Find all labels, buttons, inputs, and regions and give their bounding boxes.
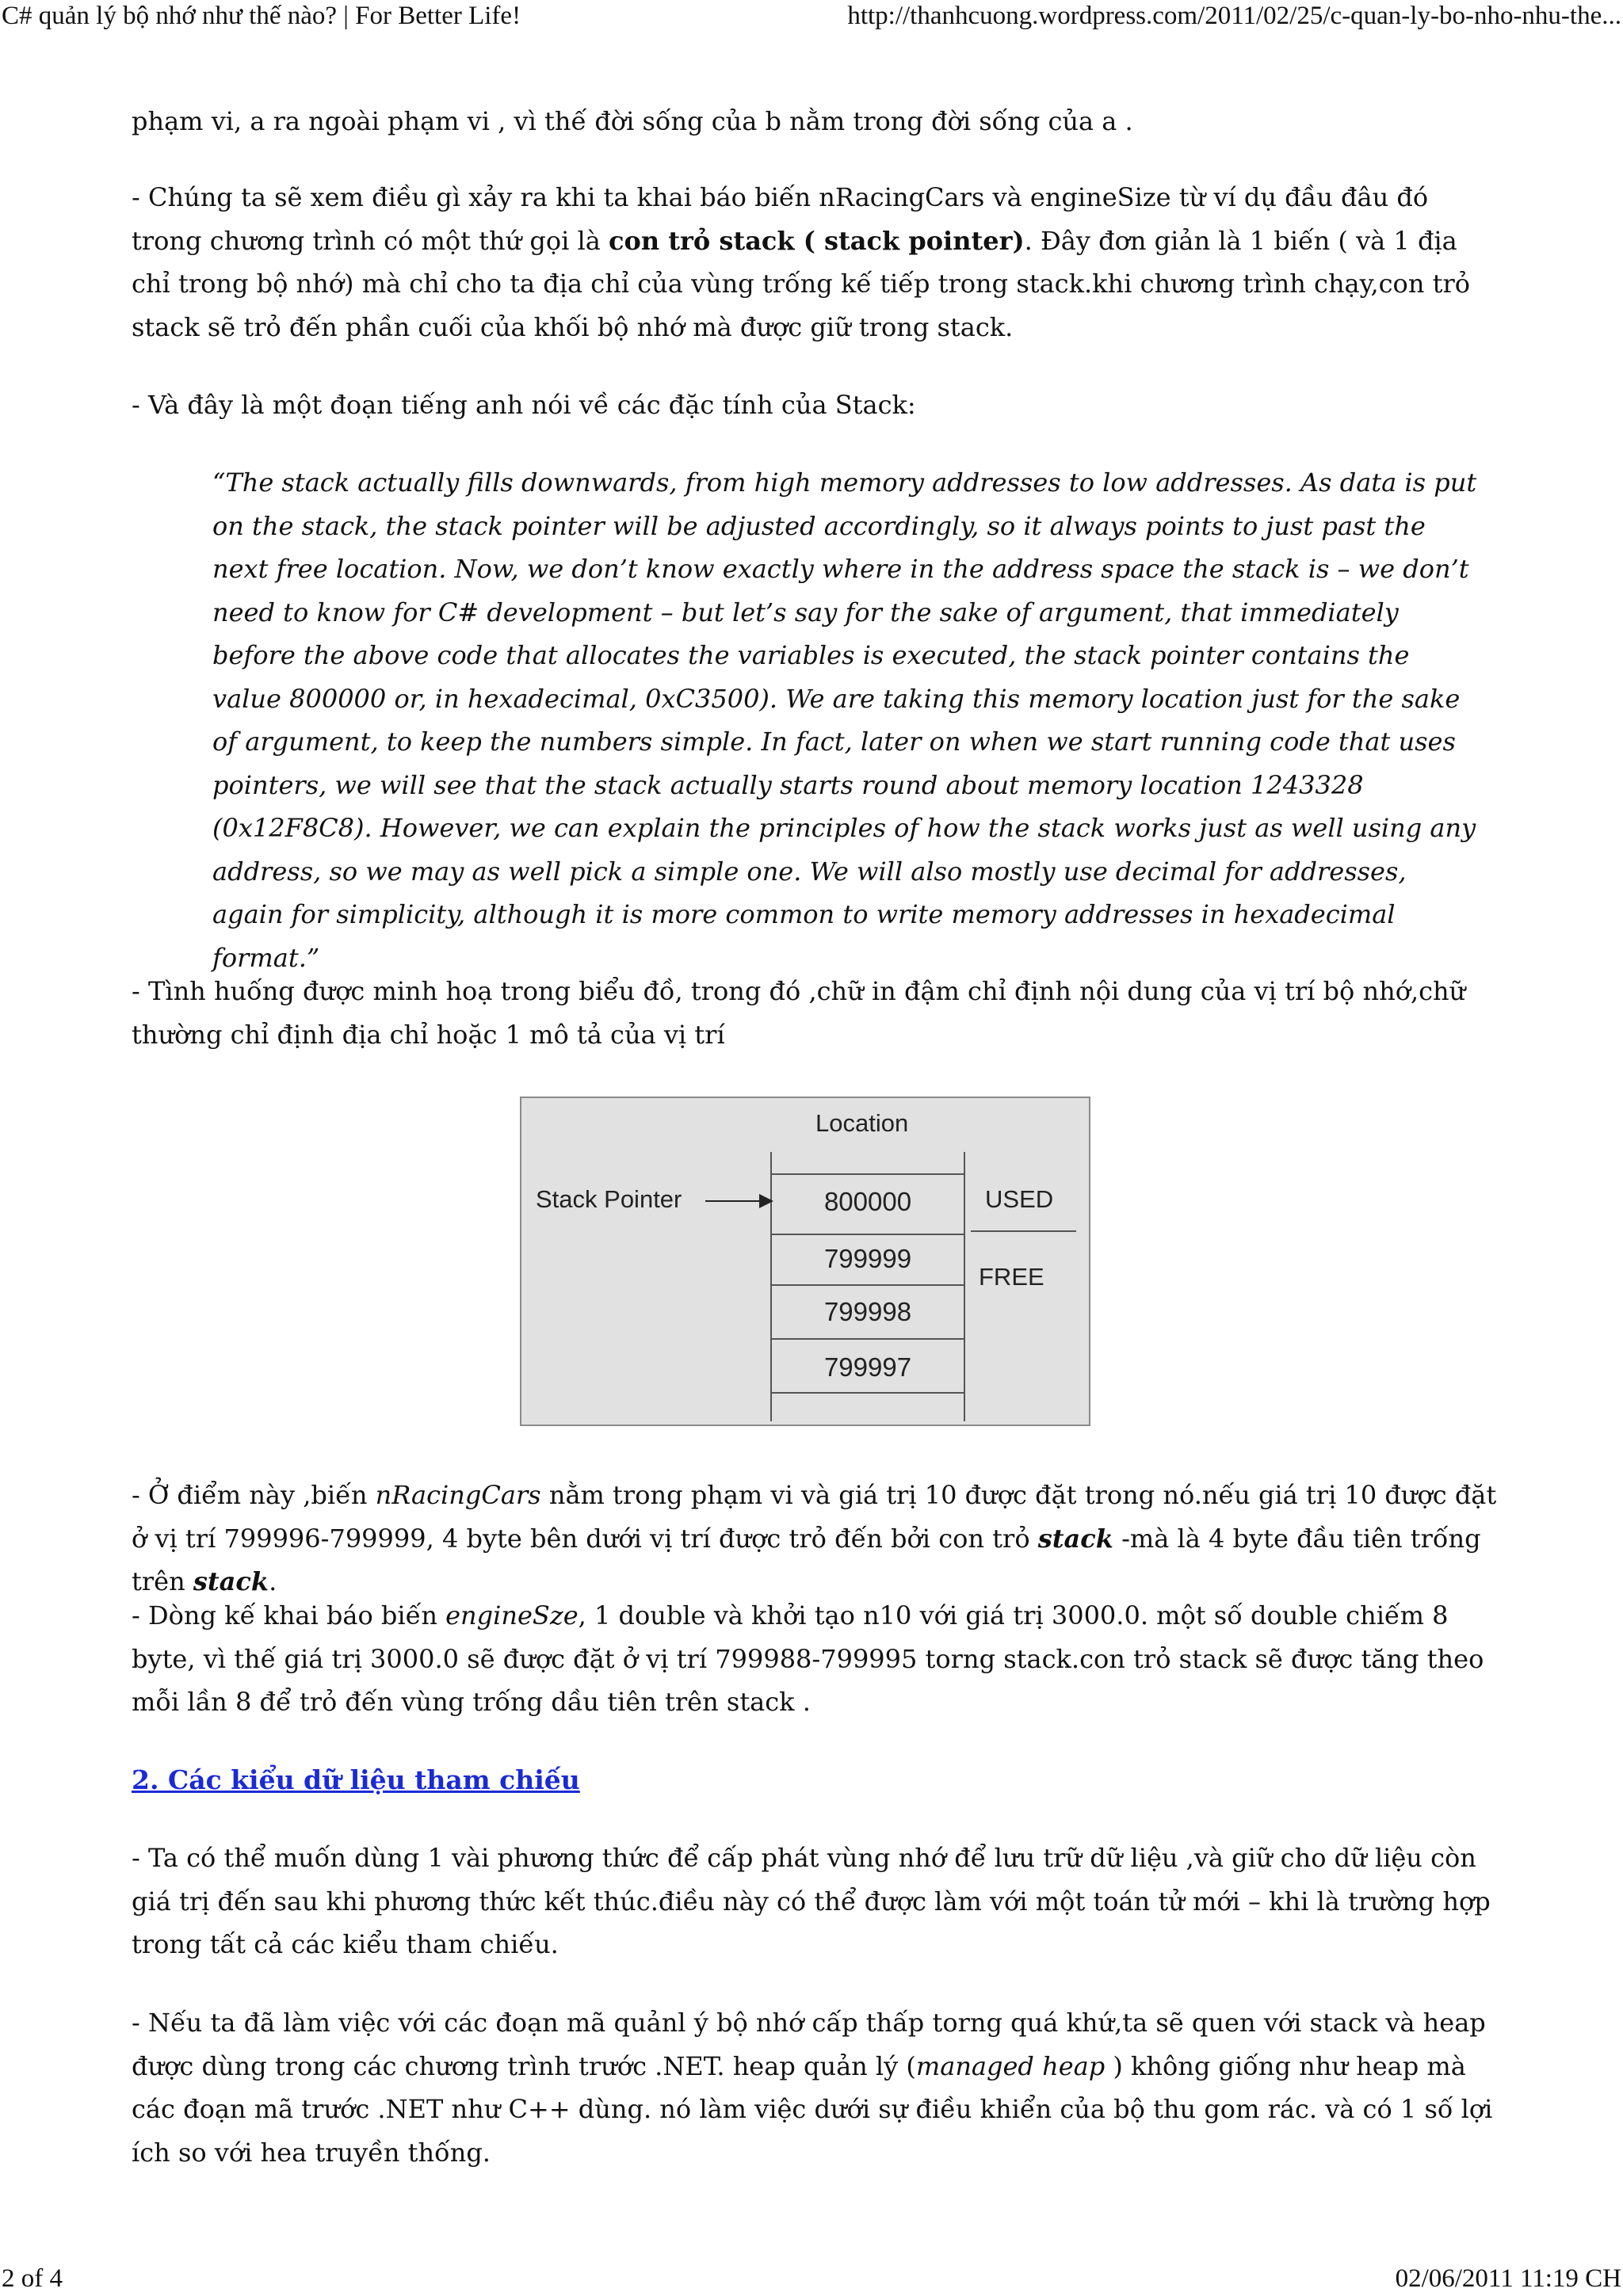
- stack-cell-799997: 799997: [823, 1352, 912, 1382]
- stack-pointer-label: Stack Pointer: [536, 1185, 682, 1213]
- paragraph-english-intro: - Và đây là một đoạn tiếng anh nói về các đặc tính của Stack:: [132, 390, 916, 420]
- english-quote: “The stack actually fills downwards, from high memory addresses to low addresses. As data is put on the stack, the stack pointer will be adjusted accordingly, so it always points to just past the next free location. Now, we don’t know exactly where in the address space the stack is – we don’t need to know for C# development – but let’s say for the sake of argument, that immediately before the above code that allocates the variables is executed, the stack pointer contains the value 800000 or, in hexadecimal, 0xC3500). We are taking this memory location just for the sake of argument, to keep the numbers simple. In fact, later on when we start running code that uses pointers, we will see that the stack actually starts round about memory location 1243328 (0x12F8C8). However, we can explain the principles of how the stack works just as well using any address, so we may as well pick a simple one. We will also mostly use decimal for addresses, again for simplicity, although it is more common to write memory addresses in hexadecimal format.”: [212, 467, 1477, 973]
- paragraph-scope: phạm vi, a ra ngoài phạm vi , vì thế đời sống của b nằm trong đời sống của a .: [132, 106, 1133, 136]
- stack-cell-799999: 799999: [823, 1244, 912, 1273]
- stack-cell-800000: 800000: [823, 1187, 912, 1216]
- stack-diagram: [520, 1097, 1090, 1426]
- free-label: FREE: [979, 1263, 1044, 1291]
- paragraph-enginesize: - Dòng kế khai báo biến engineSze, 1 double và khởi tạo n10 với giá trị 3000.0. một số double chiếm 8 byte, vì thế giá trị 3000.0 sẽ được đặt ở vị trí 799988-799995 torng stack.con trỏ stack sẽ được tăng theo mỗi lần 8 để trỏ đến vùng trống dầu tiên trên stack .: [132, 1600, 1484, 1717]
- used-label: USED: [985, 1185, 1054, 1213]
- paragraph-managed-heap: - Nếu ta đã làm việc với các đoạn mã quảnl ý bộ nhớ cấp thấp torng quá khứ,ta sẽ quen với stack và heap được dùng trong các chương trình trước .NET. heap quản lý (managed heap ) không giống như heap mà các đoạn mã trước .NET như C++ dùng. nó làm việc dưới sự điều khiển của bộ thu gom rác. và có 1 số lợi ích so với hea truyền thống.: [132, 2008, 1493, 2168]
- section-heading-reference-types[interactable]: 2. Các kiểu dữ liệu tham chiếu: [132, 1764, 580, 1795]
- bold-stack-pointer: con trỏ stack ( stack pointer): [609, 225, 1025, 256]
- managed-heap-term: managed heap: [915, 2050, 1106, 2081]
- page-footer-page-count: 2 of 4: [2, 2264, 63, 2293]
- page-header-url[interactable]: http://thanhcuong.wordpress.com/2011/02/25/c-quan-ly-bo-nho-nhu-the...: [847, 2, 1621, 30]
- paragraph-stack-pointer: - Chúng ta sẽ xem điều gì xảy ra khi ta khai báo biến nRacingCars và engineSize từ ví dụ đầu đâu đó trong chương trình có một thứ gọi là con trỏ stack ( stack pointer). Đây đơn giản là 1 biến ( và 1 địa chỉ trong bộ nhớ) mà chỉ cho ta địa chỉ của vùng trống kế tiếp trong stack.khi chương trình chạy,con trỏ stack sẽ trỏ đến phần cuối của khối bộ nhớ mà được giữ trong stack.: [132, 182, 1471, 342]
- paragraph-reference-types: - Ta có thể muốn dùng 1 vài phương thức để cấp phát vùng nhớ để lưu trữ dữ liệu ,và giữ cho dữ liệu còn giá trị đến sau khi phương thức kết thúc.điều này có thể được làm với một toán tử mới – khi là trường hợp trong tất cả các kiểu tham chiếu.: [132, 1843, 1491, 1959]
- location-label: Location: [815, 1109, 909, 1137]
- paragraph-nracingcars: - Ở điểm này ,biến nRacingCars nằm trong phạm vi và giá trị 10 được đặt trong nó.nếu giá trị 10 được đặt ở vị trí 799996-799999, 4 byte bên dưới vị trí được trỏ đến bởi con trỏ stack -mà là 4 byte đầu tiên trống trên stack.: [132, 1480, 1497, 1596]
- page-header-title: C# quản lý bộ nhớ như thế nào? | For Better Life!: [2, 2, 521, 30]
- paragraph-diagram-intro: - Tình huống được minh hoạ trong biểu đồ, trong đó ,chữ in đậm chỉ định nội dung của vị trí bộ nhớ,chữ thường chỉ định địa chỉ hoặc 1 mô tả của vị trí: [132, 976, 1466, 1050]
- stack-cell-799998: 799998: [823, 1297, 912, 1326]
- page-footer-datetime: 02/06/2011 11:19 CH: [1395, 2264, 1621, 2293]
